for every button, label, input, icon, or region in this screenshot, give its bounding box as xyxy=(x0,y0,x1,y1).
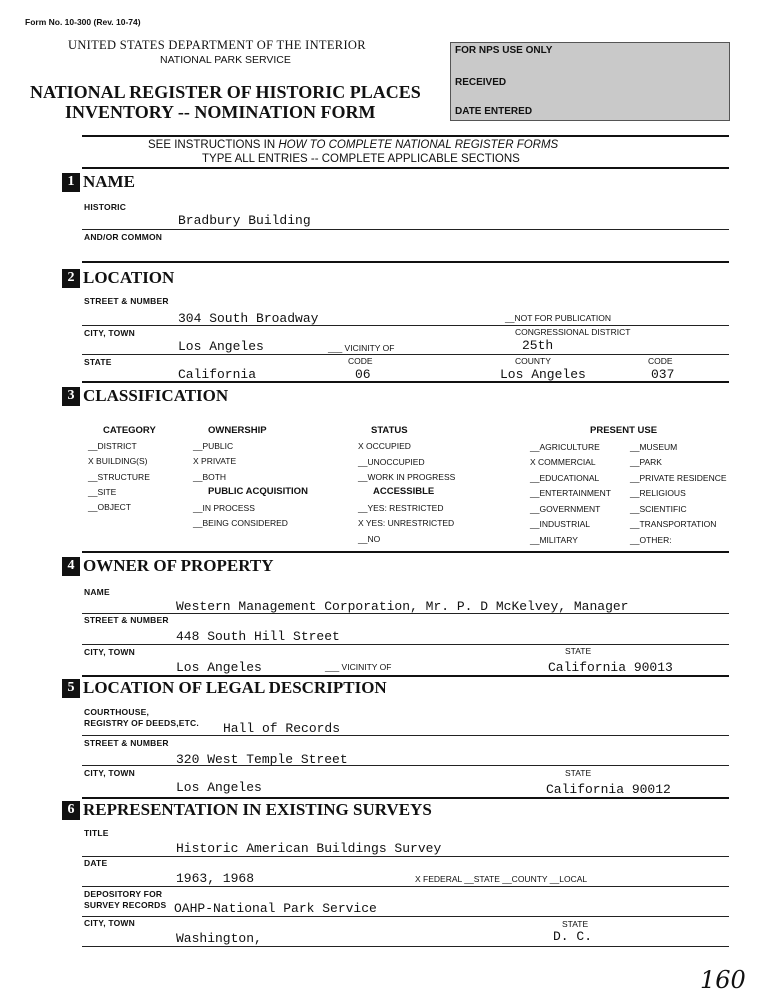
owner-state-label: STATE xyxy=(565,646,592,656)
status-work-in-progress[interactable]: __WORK IN PROGRESS xyxy=(358,472,456,482)
district-field[interactable]: 25th xyxy=(522,338,554,353)
field-line xyxy=(82,325,729,326)
owner-name-field[interactable]: Western Management Corporation, Mr. P. D McKelvey, Manager xyxy=(176,599,629,614)
handwritten-page-number: 160 xyxy=(700,966,746,994)
use-museum[interactable]: __MUSEUM xyxy=(630,442,678,452)
legal-street-field[interactable]: 320 West Temple Street xyxy=(176,752,348,767)
owner-vicinity-option[interactable]: ___ VICINITY OF xyxy=(325,662,392,672)
section-classification-header xyxy=(62,386,228,406)
county-label: COUNTY xyxy=(515,356,551,366)
section-number: 2 xyxy=(62,269,80,288)
accessible-restricted[interactable]: __YES: RESTRICTED xyxy=(358,503,444,513)
survey-title-label: TITLE xyxy=(84,828,109,838)
state-field[interactable]: California xyxy=(178,367,257,382)
courthouse-label: COURTHOUSE, xyxy=(84,707,150,717)
accessible-heading: ACCESSIBLE xyxy=(373,486,435,497)
use-religious[interactable]: __RELIGIOUS xyxy=(630,488,686,498)
ownership-public[interactable]: __PUBLIC xyxy=(193,441,234,451)
legal-state-label: STATE xyxy=(565,768,592,778)
present-use-heading: PRESENT USE xyxy=(590,425,658,436)
section-title: NAME xyxy=(83,172,135,191)
accessible-no[interactable]: __NO xyxy=(358,534,381,544)
status-heading: STATUS xyxy=(371,425,408,436)
section-number: 1 xyxy=(62,173,80,192)
nps-use-box xyxy=(450,42,730,121)
divider xyxy=(82,167,729,169)
section-legal-header xyxy=(62,678,387,698)
service-label: NATIONAL PARK SERVICE xyxy=(160,54,291,66)
ownership-private[interactable]: X PRIVATE xyxy=(193,456,237,466)
field-line xyxy=(82,886,729,887)
owner-name-label: NAME xyxy=(84,587,110,597)
public-acquisition-heading: PUBLIC ACQUISITION xyxy=(208,486,308,497)
field-line xyxy=(82,644,729,645)
legal-street-label: STREET & NUMBER xyxy=(84,738,169,748)
department-label: UNITED STATES DEPARTMENT OF THE INTERIOR xyxy=(68,38,366,52)
category-object[interactable]: __OBJECT xyxy=(88,502,131,512)
field-line xyxy=(82,229,729,230)
legal-state-field[interactable]: California 90012 xyxy=(546,782,671,797)
field-line xyxy=(82,946,729,947)
not-for-publication-option[interactable]: __NOT FOR PUBLICATION xyxy=(505,313,611,323)
use-other[interactable]: __OTHER: xyxy=(630,535,672,545)
survey-level-options[interactable]: X FEDERAL __STATE __COUNTY __LOCAL xyxy=(415,874,588,884)
section-title: REPRESENTATION IN EXISTING SURVEYS xyxy=(83,800,432,819)
nps-use-only-label: FOR NPS USE ONLY xyxy=(455,45,553,56)
status-unoccupied[interactable]: __UNOCCUPIED xyxy=(358,457,425,467)
category-heading: CATEGORY xyxy=(103,425,156,436)
ownership-both[interactable]: __BOTH xyxy=(193,472,227,482)
field-line xyxy=(82,765,729,766)
section-number: 4 xyxy=(62,557,80,576)
owner-street-label: STREET & NUMBER xyxy=(84,615,169,625)
district-label: CONGRESSIONAL DISTRICT xyxy=(515,327,631,337)
divider xyxy=(82,135,729,137)
common-label: AND/OR COMMON xyxy=(84,232,163,242)
instructions-line1: SEE INSTRUCTIONS IN HOW TO COMPLETE NATIONAL REGISTER FORMS xyxy=(148,139,559,151)
legal-city-field[interactable]: Los Angeles xyxy=(176,780,262,795)
date-entered-label: DATE ENTERED xyxy=(455,106,533,117)
survey-city-label: CITY, TOWN xyxy=(84,918,135,928)
state-code-field[interactable]: 06 xyxy=(355,367,371,382)
legal-city-label: CITY, TOWN xyxy=(84,768,135,778)
section-title: LOCATION OF LEGAL DESCRIPTION xyxy=(83,678,387,697)
use-scientific[interactable]: __SCIENTIFIC xyxy=(630,504,687,514)
code-label: CODE xyxy=(348,356,373,366)
use-transportation[interactable]: __TRANSPORTATION xyxy=(630,519,717,529)
section-number: 6 xyxy=(62,801,80,820)
depository-field[interactable]: OAHP-National Park Service xyxy=(174,901,377,916)
use-park[interactable]: __PARK xyxy=(630,457,662,467)
survey-state-field[interactable]: D. C. xyxy=(553,929,593,944)
divider xyxy=(82,381,729,383)
county-field[interactable]: Los Angeles xyxy=(500,367,586,382)
section-title: LOCATION xyxy=(83,268,175,287)
category-buildings[interactable]: X BUILDING(S) xyxy=(88,456,148,466)
field-line xyxy=(82,613,729,614)
accessible-unrestricted[interactable]: X YES: UNRESTRICTED xyxy=(358,518,455,528)
use-commercial[interactable]: X COMMERCIAL xyxy=(530,457,596,467)
city-label: CITY, TOWN xyxy=(84,328,135,338)
use-military[interactable]: __MILITARY xyxy=(530,535,578,545)
city-field[interactable]: Los Angeles xyxy=(178,339,264,354)
use-industrial[interactable]: __INDUSTRIAL xyxy=(530,519,590,529)
historic-label: HISTORIC xyxy=(84,202,127,212)
owner-city-field[interactable]: Los Angeles xyxy=(176,660,262,675)
section-title: CLASSIFICATION xyxy=(83,386,229,405)
county-code-field[interactable]: 037 xyxy=(651,367,675,382)
form-number: Form No. 10-300 (Rev. 10-74) xyxy=(25,17,141,27)
survey-city-field[interactable]: Washington, xyxy=(176,931,262,946)
depository-label: DEPOSITORY FOR xyxy=(84,889,163,899)
status-occupied[interactable]: X OCCUPIED xyxy=(358,441,411,451)
state-label: STATE xyxy=(84,357,112,367)
street-field[interactable]: 304 South Broadway xyxy=(178,311,319,326)
received-label: RECEIVED xyxy=(455,77,507,88)
county-code-label: CODE xyxy=(648,356,673,366)
owner-city-label: CITY, TOWN xyxy=(84,647,135,657)
vicinity-option[interactable]: ___ VICINITY OF xyxy=(328,343,395,353)
field-line xyxy=(82,916,729,917)
use-private-residence[interactable]: __PRIVATE RESIDENCE xyxy=(630,473,727,483)
section-surveys-header xyxy=(62,800,432,820)
use-government[interactable]: __GOVERNMENT xyxy=(530,504,601,514)
category-structure[interactable]: __STRUCTURE xyxy=(88,472,150,482)
section-title: OWNER OF PROPERTY xyxy=(83,556,274,575)
divider xyxy=(82,675,729,677)
form-title-line1: NATIONAL REGISTER OF HISTORIC PLACES xyxy=(30,82,421,102)
field-line xyxy=(82,856,729,857)
use-entertainment[interactable]: __ENTERTAINMENT xyxy=(530,488,611,498)
registry-label: REGISTRY OF DEEDS,ETC. xyxy=(84,718,199,728)
section-number: 5 xyxy=(62,679,80,698)
survey-date-label: DATE xyxy=(84,858,108,868)
field-line xyxy=(82,735,729,736)
divider xyxy=(82,551,729,553)
owner-street-field[interactable]: 448 South Hill Street xyxy=(176,629,340,644)
section-number: 3 xyxy=(62,387,80,406)
historic-name-field[interactable]: Bradbury Building xyxy=(178,213,311,228)
acquisition-in-process[interactable]: __IN PROCESS xyxy=(193,503,255,513)
survey-date-field[interactable]: 1963, 1968 xyxy=(176,871,255,886)
survey-title-field[interactable]: Historic American Buildings Survey xyxy=(176,841,442,856)
section-location-header xyxy=(62,268,174,288)
category-district[interactable]: __DISTRICT xyxy=(88,441,137,451)
divider xyxy=(82,261,729,263)
field-line xyxy=(82,354,729,355)
survey-state-label: STATE xyxy=(562,919,589,929)
owner-state-field[interactable]: California 90013 xyxy=(548,660,673,675)
form-title-line2: INVENTORY -- NOMINATION FORM xyxy=(65,102,376,122)
instructions-line2: TYPE ALL ENTRIES -- COMPLETE APPLICABLE SECTIONS xyxy=(202,153,520,165)
section-owner-header xyxy=(62,556,274,576)
section-name-header xyxy=(62,172,135,192)
street-label: STREET & NUMBER xyxy=(84,296,169,306)
acquisition-being-considered[interactable]: __BEING CONSIDERED xyxy=(193,518,288,528)
ownership-heading: OWNERSHIP xyxy=(208,425,267,436)
category-site[interactable]: __SITE xyxy=(88,487,117,497)
divider xyxy=(82,797,729,799)
survey-records-label: SURVEY RECORDS xyxy=(84,900,167,910)
use-educational[interactable]: __EDUCATIONAL xyxy=(530,473,600,483)
courthouse-field[interactable]: Hall of Records xyxy=(223,721,341,736)
use-agriculture[interactable]: __AGRICULTURE xyxy=(530,442,600,452)
